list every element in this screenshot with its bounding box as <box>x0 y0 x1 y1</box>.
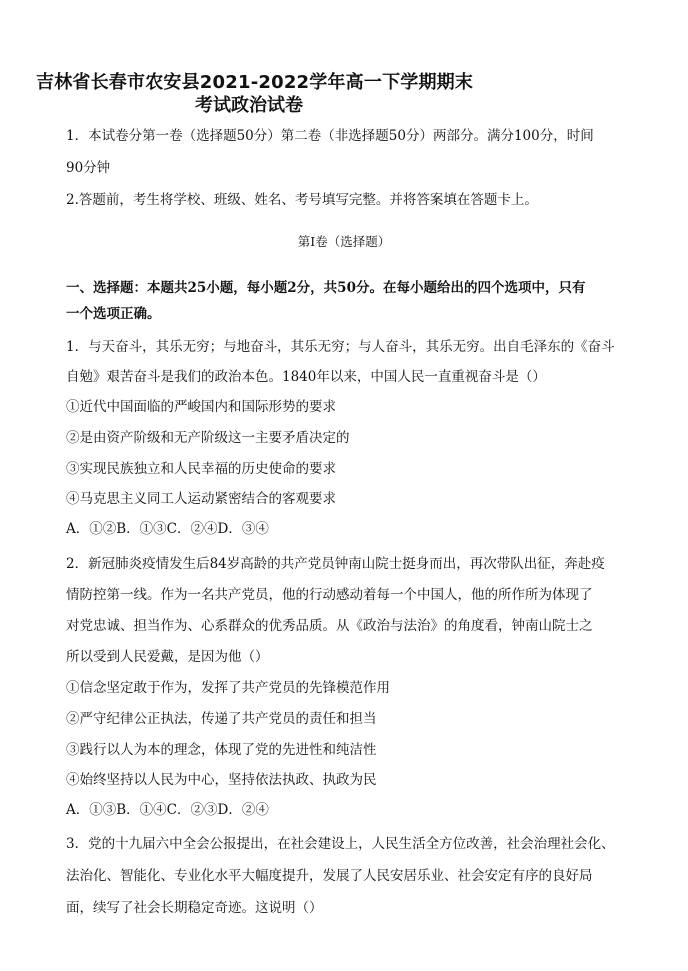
question-1-answers: A．①②B．①③C．②④D．③④ <box>66 521 269 537</box>
question-2-option: ④始终坚持以人民为中心，坚持依法执政、执政为民 <box>66 772 377 788</box>
section-title: 第Ⅰ卷（选择题） <box>297 234 391 249</box>
question-2-stem: 情防控第一线。作为一名共产党员，他的行动感动着每一个中国人，他的所作所为体现了 <box>66 587 593 603</box>
question-2-stem: 对党忠诚、担当作为、心系群众的优秀品质。从《政治与法治》的角度看，钟南山院士之 <box>66 618 593 634</box>
instruction-line: 2.答题前，考生将学校、班级、姓名、考号填写完整。并将答案填在答题卡上。 <box>66 192 538 208</box>
question-1-option: ③实现民族独立和人民幸福的历史使命的要求 <box>66 461 336 477</box>
question-2-option: ③践行以人为本的理念，体现了党的先进性和纯洁性 <box>66 742 377 758</box>
question-3-stem: 法治化、智能化、专业化水平大幅度提升，发展了人民安居乐业、社会安定有序的良好局 <box>66 868 593 884</box>
question-1-option: ②是由资产阶级和无产阶级这一主要矛盾决定的 <box>66 430 350 446</box>
question-2-stem: 2．新冠肺炎疫情发生后84岁高龄的共产党员钟南山院士挺身而出，再次带队出征，奔赴疫 <box>66 556 605 572</box>
question-1-option: ①近代中国面临的严峻国内和国际形势的要求 <box>66 399 336 415</box>
question-1-stem: 1．与天奋斗，其乐无穷；与地奋斗，其乐无穷；与人奋斗，其乐无穷。出自毛泽东的《奋斗 <box>66 339 615 355</box>
question-3-stem: 3．党的十九届六中全会公报提出，在社会建设上，人民生活全方位改善，社会治理社会化、 <box>66 836 615 852</box>
question-1-stem: 自勉》艰苦奋斗是我们的政治本色。1840年以来，中国人民一直重视奋斗是（） <box>66 369 546 385</box>
question-2-option: ①信念坚定敢于作为，发挥了共产党员的先锋模范作用 <box>66 680 390 696</box>
question-3-stem: 面，续写了社会长期稳定奇迹。这说明（） <box>66 900 323 916</box>
instruction-line: 90分钟 <box>66 160 111 176</box>
question-2-option: ②严守纪律公正执法，传递了共产党员的责任和担当 <box>66 711 377 727</box>
question-2-stem: 所以受到人民爱戴，是因为他（） <box>66 649 269 665</box>
exam-title-line-1: 吉林省长春市农安县2021-2022学年高一下学期期末 <box>36 72 474 93</box>
exam-title-line-2: 考试政治试卷 <box>195 95 303 116</box>
question-1-option: ④马克思主义同工人运动紧密结合的客观要求 <box>66 491 336 507</box>
part-intro-line: 一个选项正确。 <box>66 306 161 322</box>
instruction-line: 1．本试卷分第一卷（选择题50分）第二卷（非选择题50分）两部分。满分100分，时间 <box>66 128 594 144</box>
part-intro-line: 一、选择题：本题共25小题，每小题2分，共50分。在每小题给出的四个选项中，只有 <box>66 280 586 296</box>
question-2-answers: A．①③B．①④C．②③D．②④ <box>66 802 269 818</box>
